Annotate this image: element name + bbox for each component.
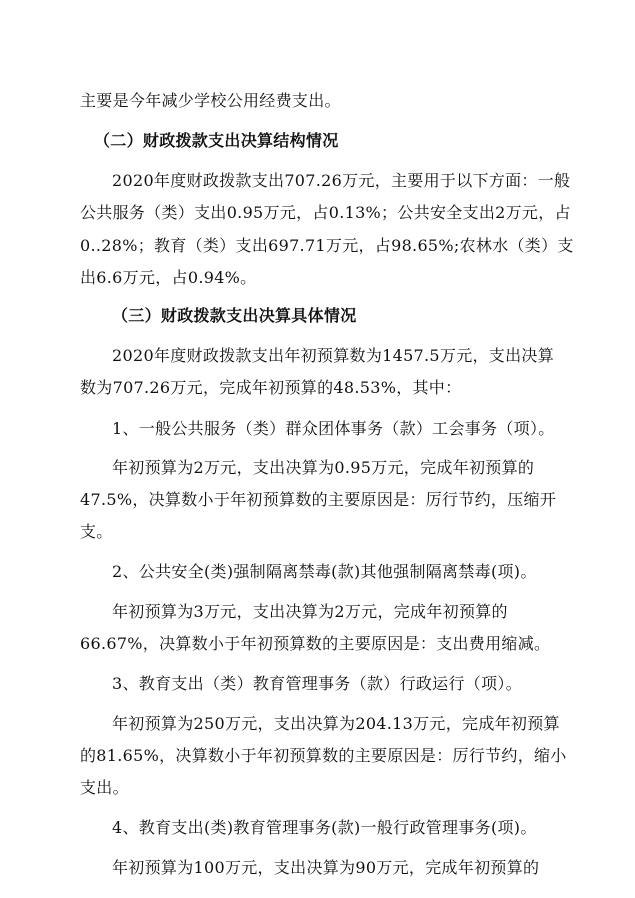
- paragraph-line: 2020年度财政拨款支出年初预算数为1457.5万元，支出决算: [112, 346, 555, 365]
- section-heading: （三）财政拨款支出决算具体情况: [112, 306, 357, 325]
- paragraph-line: 66.67%，决算数小于年初预算数的主要原因是：支出费用缩减。: [80, 634, 551, 653]
- paragraph-line: 公共服务（类）支出0.95万元，占0.13%；公共安全支出2万元，占: [80, 203, 571, 222]
- paragraph-line: 1、一般公共服务（类）群众团体事务（款）工会事务（项）。: [112, 419, 555, 438]
- paragraph-line: 年初预算为100万元，支出决算为90万元，完成年初预算的: [112, 858, 540, 877]
- paragraph-line: 支。: [80, 522, 113, 541]
- paragraph-line: 47.5%，决算数小于年初预算数的主要原因是：厉行节约，压缩开: [80, 490, 557, 509]
- paragraph-line: 出6.6万元，占0.94%。: [80, 268, 257, 287]
- paragraph-line: 的81.65%，决算数小于年初预算数的主要原因是：厉行节约，缩小: [80, 746, 567, 765]
- paragraph-line: 2、公共安全(类)强制隔离禁毒(款)其他强制隔离禁毒(项)。: [112, 562, 537, 581]
- section-heading: （二）财政拨款支出决算结构情况: [94, 131, 339, 150]
- paragraph-line: 主要是今年减少学校公用经费支出。: [80, 91, 341, 110]
- paragraph-line: 支出。: [80, 778, 129, 797]
- paragraph-line: 2020年度财政拨款支出707.26万元，主要用于以下方面：一般: [112, 171, 571, 190]
- paragraph-line: 年初预算为3万元，支出决算为2万元，完成年初预算的: [112, 602, 508, 621]
- paragraph-line: 4、教育支出(类)教育管理事务(款)一般行政管理事务(项)。: [112, 818, 537, 837]
- paragraph-line: 3、教育支出（类）教育管理事务（款）行政运行（项）。: [112, 674, 522, 693]
- paragraph-line: 年初预算为2万元，支出决算为0.95万元，完成年初预算的: [112, 458, 535, 477]
- paragraph-line: 数为707.26万元，完成年初预算的48.53%，其中：: [80, 378, 462, 397]
- paragraph-line: 年初预算为250万元，支出决算为204.13万元，完成年初预算: [112, 714, 560, 733]
- paragraph-line: 0..28%；教育（类）支出697.71万元，占98.65%;农林水（类）支: [80, 236, 574, 255]
